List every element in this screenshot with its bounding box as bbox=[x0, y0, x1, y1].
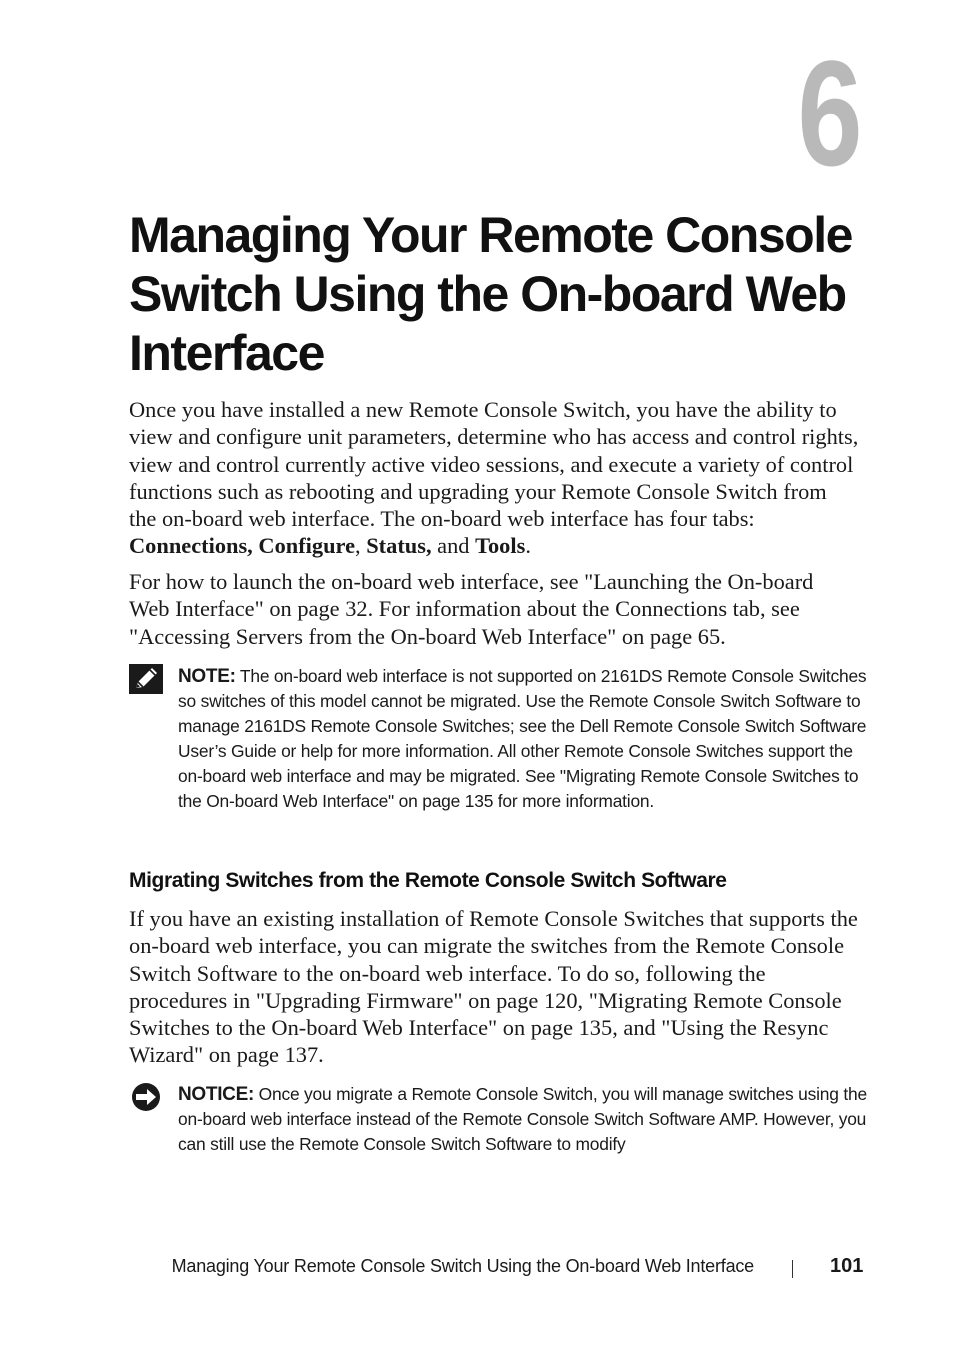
intro-paragraph bbox=[129, 396, 859, 560]
notice-body: Once you migrate a Remote Console Switch, you will manage switches using the on-board web interface instead of the Remote Console Switch Software AMP. However, you can still use the Remote Console Switch Software to modify bbox=[178, 1084, 867, 1154]
end-period: . bbox=[525, 533, 531, 559]
chapter-number: 6 bbox=[797, 29, 863, 197]
migration-paragraph: If you have an existing installation of Remote Console Switches that supports the on-board web interface, you can migrate the switches from the Remote Console Switch Software to the on-board web interface. To do so, following the procedures in "Upgrading Firmware" on page 120, "Migrating Remote Console Switches to the On-board Web Interface" on page 135, and "Using the Resync Wizard" on page 137. bbox=[129, 906, 858, 1068]
tab-name-connections: Connections, bbox=[129, 533, 253, 559]
tab-name-status: Status, bbox=[366, 533, 432, 559]
launch-paragraph: For how to launch the on-board web interface, see "Launching the On-board Web Interface" on page 32. For information about the Connections tab, see "Accessing Servers from the On-board Web Interface" on page 65. bbox=[129, 569, 814, 649]
footer-title: Managing Your Remote Console Switch Using the On-board Web Interface bbox=[171, 1256, 754, 1276]
note-label: NOTE: bbox=[178, 666, 236, 687]
section-heading: Migrating Switches from the Remote Console Switch Software bbox=[129, 869, 727, 892]
notice-arrow-icon bbox=[129, 1082, 163, 1112]
note-body: The on-board web interface is not supported on 2161DS Remote Console Switches so switches of this model cannot be migrated. Use the Remote Console Switch Software to manage 2161DS Remote Console Switches; see the Dell Remote Console Switch Software User’s Guide or help for more information. All other Remote Console Switches support the on-board web interface and may be migrated. See "Migrating Remote Console Switches to the On-board Web Interface" on page 135 for more information. bbox=[178, 666, 867, 811]
notice-callout bbox=[129, 1082, 867, 1162]
note-callout bbox=[129, 664, 867, 844]
footer-divider bbox=[792, 1260, 793, 1278]
intro-text: Once you have installed a new Remote Console Switch, you have the ability to view and configure unit parameters, determine who has access and control rights, view and control currently active video sessions, and execute a variety of control functions such as rebooting and upgrading your Remote Console Switch from the on-board web interface. The on-board web interface has four tabs: bbox=[129, 397, 859, 532]
note-text bbox=[178, 664, 868, 814]
notice-label: NOTICE: bbox=[178, 1084, 255, 1105]
tab-name-tools: Tools bbox=[475, 533, 526, 559]
notice-text bbox=[178, 1082, 868, 1157]
page-footer bbox=[0, 1256, 954, 1284]
chapter-title: Managing Your Remote Console Switch Using the On-board Web Interface bbox=[129, 207, 852, 381]
page-number: 101 bbox=[830, 1255, 864, 1277]
separator-comma: , bbox=[355, 533, 367, 559]
pencil-note-icon bbox=[129, 664, 163, 694]
tab-name-configure: Configure bbox=[258, 533, 356, 559]
separator-and: and bbox=[431, 533, 476, 559]
